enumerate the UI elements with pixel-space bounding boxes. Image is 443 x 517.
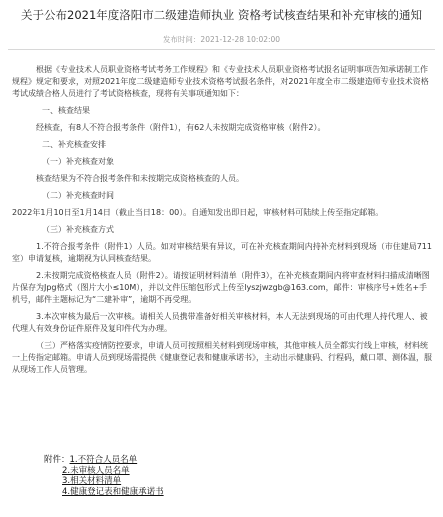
title-divider — [8, 49, 435, 50]
attachment-link[interactable]: 3.相关材料清单 — [62, 476, 122, 486]
attachment-link[interactable]: 1.不符合人员名单 — [69, 455, 138, 465]
attachments-label: 附件： — [44, 455, 70, 465]
section-heading-results: 一、核查结果 — [42, 106, 90, 115]
subheading-target: （一）补充核查对象 — [42, 157, 114, 166]
attachments-list — [44, 455, 164, 497]
intro-paragraph: 根据《专业技术人员职业资格考试考务工作规程》和《专业技术人员职业资格考试报名证明事项告知承诺制工作规程》规定和要求，对照2021年度二级建造师专业技术资格考试报名条件，对2021年度全市二级建造师专业技术资格考试成绩合格人员进行了考试资格核查，现将有关事项通知如下： — [12, 65, 429, 98]
results-paragraph: 经核查，有8人不符合报考条件（附件1），有62人未按期完成资格审核（附件2）。 — [36, 123, 326, 132]
method-item-2: 2.未按期完成资格核查人员（附件2）。请按证明材料清单（附件3），在补充核查期间内将审查材料扫描成清晰图片保存为Jpg格式（图片大小≤10M），并以文件压缩包形式上传至lyszjwzgb@163.com，邮件：审核序号+姓名+手机号，邮件主题标记为“二建补审”，逾期不再受理。 — [12, 271, 430, 304]
article-body — [12, 64, 433, 381]
page-title: 关于公布2021年度洛阳市二级建造师执业 资格考试核查结果和补充审核的通知 — [21, 8, 422, 22]
time-paragraph: 2022年1月10日至1月14日（截止当日18：00）。自通知发出即日起，审核材料可陆续上传至指定邮箱。 — [12, 208, 384, 217]
section-heading-arrangement: 二、补充核查安排 — [42, 140, 106, 149]
attachment-link[interactable]: 2.未审核人员名单 — [62, 465, 130, 476]
subheading-method: （三）补充核查方式 — [42, 225, 114, 234]
method-item-1: 1.不符合报考条件（附件1）人员。如对审核结果有异议，可在补充核查期间内持补充材料到现场（市住建局711室）申请复核，逾期视为认同核查结果。 — [12, 242, 432, 263]
subheading-time: （二）补充核查时间 — [42, 191, 114, 200]
publish-time: 发布时间：2021-12-28 10:02:00 — [162, 35, 281, 44]
attachment-link[interactable]: 4.健康登记表和健康承诺书 — [62, 486, 164, 497]
epidemic-paragraph: （三）严格落实疫情防控要求，申请人员可按照相关材料到现场审核，其他审核人员全都实行线上审核，材料统一上传指定邮箱。申请人员到现场需提供《健康登记表和健康承诺书》，主动出示健康码、行程码，戴口罩、测体温，服从现场工作人员管理。 — [12, 341, 432, 374]
target-paragraph: 核查结果为不符合报考条件和未按期完成资格核查的人员。 — [36, 174, 244, 183]
method-item-3: 3.本次审核为最后一次审核。请相关人员携带准备好相关审核材料，本人无法到现场的可由代理人持代理人、被代理人有效身份证件原件及复印件代为办理。 — [12, 312, 428, 333]
